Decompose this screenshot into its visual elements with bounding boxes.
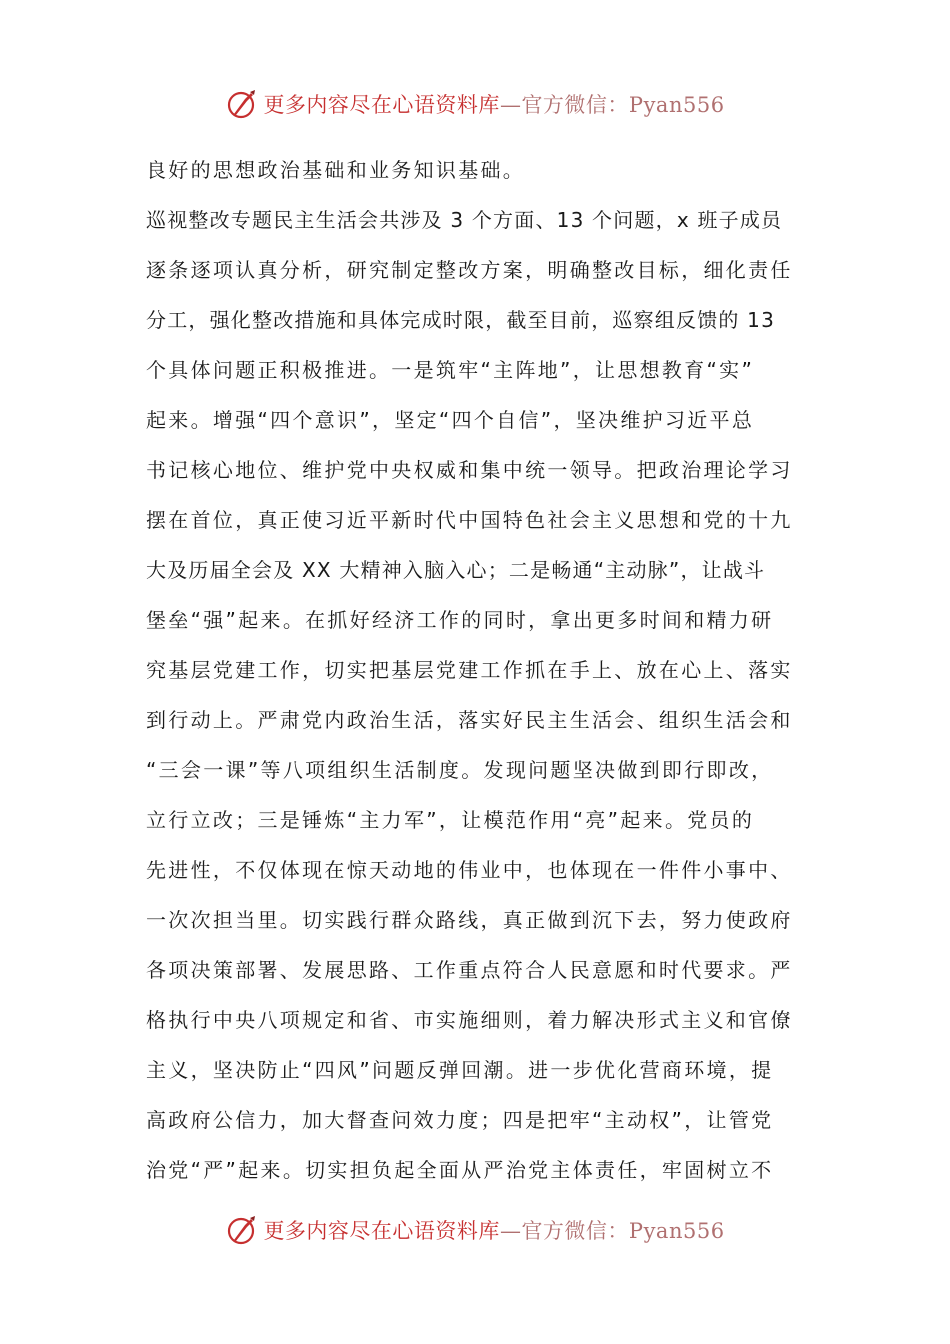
body-line: 到行动上。严肃党内政治生活，落实好民主生活会、组织生活会和 bbox=[146, 708, 793, 732]
body-line: 治党“严”起来。切实担负起全面从严治党主体责任，牢固树立不 bbox=[146, 1158, 774, 1182]
body-line: 高政府公信力，加大督查问效力度；四是把牢“主动权”，让管党 bbox=[146, 1108, 774, 1132]
body-line: 良好的思想政治基础和业务知识基础。 bbox=[146, 158, 526, 182]
banner-text bbox=[263, 1215, 724, 1245]
banner-sub-text: —官方微信：Pyan556 bbox=[499, 93, 725, 117]
body-line: “三会一课”等八项组织生活制度。发现问题坚决做到即行即改， bbox=[146, 758, 774, 782]
body-line: 起来。增强“四个意识”，坚定“四个自信”，坚决维护习近平总 bbox=[146, 408, 755, 432]
banner-main-text: 更多内容尽在心语资料库 bbox=[263, 93, 500, 117]
body-line: 大及历届全会及 XX 大精神入脑入心；二是畅通“主动脉”，让战斗 bbox=[146, 558, 766, 582]
body-line: 书记核心地位、维护党中央权威和集中统一领导。把政治理论学习 bbox=[146, 458, 793, 482]
body-line: 究基层党建工作，切实把基层党建工作抓在手上、放在心上、落实 bbox=[146, 658, 793, 682]
document-body bbox=[146, 145, 806, 1195]
footer-banner bbox=[0, 1208, 950, 1252]
pen-nib-circle-icon bbox=[225, 87, 259, 121]
body-line: 各项决策部署、发展思路、工作重点符合人民意愿和时代要求。严 bbox=[146, 958, 793, 982]
body-line: 立行立改；三是锤炼“主力军”，让模范作用“亮”起来。党员的 bbox=[146, 808, 755, 832]
body-line: 一次次担当里。切实践行群众路线，真正做到沉下去，努力使政府 bbox=[146, 908, 793, 932]
body-line: 个具体问题正积极推进。一是筑牢“主阵地”，让思想教育“实” bbox=[146, 358, 755, 382]
header-banner bbox=[0, 82, 950, 126]
body-line: 主义，坚决防止“四风”问题反弹回潮。进一步优化营商环境，提 bbox=[146, 1058, 774, 1082]
banner-text bbox=[263, 89, 724, 119]
body-line: 分工，强化整改措施和具体完成时限，截至目前，巡察组反馈的 13 bbox=[146, 308, 776, 332]
body-line: 堡垒“强”起来。在抓好经济工作的同时，拿出更多时间和精力研 bbox=[146, 608, 774, 632]
body-line: 巡视整改专题民主生活会共涉及 3 个方面、13 个问题，x 班子成员 bbox=[146, 208, 783, 232]
banner-main-text: 更多内容尽在心语资料库 bbox=[263, 1219, 500, 1243]
body-line: 逐条逐项认真分析，研究制定整改方案，明确整改目标，细化责任 bbox=[146, 258, 793, 282]
banner-sub-text: —官方微信：Pyan556 bbox=[499, 1219, 725, 1243]
body-line: 摆在首位，真正使习近平新时代中国特色社会主义思想和党的十九 bbox=[146, 508, 793, 532]
body-line: 格执行中央八项规定和省、市实施细则，着力解决形式主义和官僚 bbox=[146, 1008, 793, 1032]
pen-nib-circle-icon bbox=[225, 1213, 259, 1247]
body-line: 先进性，不仅体现在惊天动地的伟业中，也体现在一件件小事中、 bbox=[146, 858, 793, 882]
